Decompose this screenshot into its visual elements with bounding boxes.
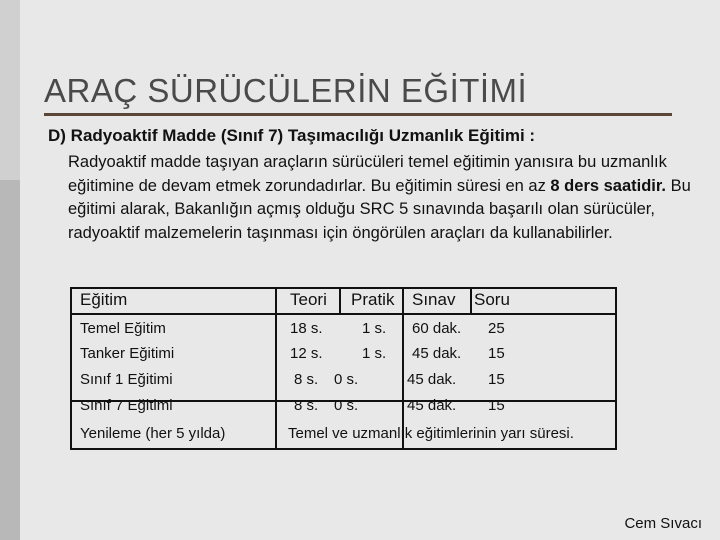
paragraph-bold-text: 8 ders saatidir. bbox=[550, 176, 666, 195]
left-decor-bar-dark bbox=[0, 180, 20, 540]
table-cell: 18 s. bbox=[290, 320, 323, 337]
table-cell: 25 bbox=[488, 320, 505, 337]
table-col-rule bbox=[339, 289, 341, 313]
table-header-cell: Sınav bbox=[412, 290, 456, 309]
table-cell: 45 dak. bbox=[412, 345, 462, 362]
table-cell: 1 s. bbox=[362, 320, 387, 337]
table-cell: 45 dak. bbox=[407, 397, 457, 414]
section-heading: D) Radyoaktif Madde (Sınıf 7) Taşımacılığı Uzmanlık Eğitimi : bbox=[48, 126, 536, 145]
author-credit: Cem Sıvacı bbox=[624, 515, 702, 532]
body-paragraph bbox=[68, 151, 700, 245]
table-cell: 12 s. bbox=[290, 345, 323, 362]
table-cell: 8 s. bbox=[294, 397, 319, 414]
paragraph-text-2: Bu eğitimi alarak, Bakanlığın açmış olduğu SRC 5 sınavında başarılı olan sürücüler, radyoaktif malzemelerin taşınması için öngörülen araçları da kullanabilirler. bbox=[68, 176, 691, 242]
table-cell: 1 s. bbox=[362, 345, 387, 362]
table-cell: 60 dak. bbox=[412, 320, 462, 337]
table-cell: Tanker Eğitimi bbox=[80, 345, 175, 362]
table-cell: 15 bbox=[488, 397, 505, 414]
training-table bbox=[70, 287, 617, 450]
table-cell: 0 s. bbox=[334, 371, 359, 388]
title-underline bbox=[44, 113, 672, 116]
table-cell: 0 s. bbox=[334, 397, 359, 414]
table-col-rule bbox=[275, 289, 277, 448]
table-cell: 15 bbox=[488, 345, 505, 362]
table-col-rule bbox=[470, 289, 472, 313]
table-header-cell: Soru bbox=[474, 290, 510, 309]
table-cell: 45 dak. bbox=[407, 371, 457, 388]
table-cell: Sınıf 7 Eğitimi bbox=[80, 397, 173, 414]
table-header-cell: Eğitim bbox=[80, 290, 128, 309]
paragraph-text-1: Radyoaktif madde taşıyan araçların sürücüleri temel eğitimin yanısıra bu uzmanlık eğitimine de devam etmek zorundadırlar. Bu eğitimin süresi en az bbox=[68, 153, 667, 195]
table-cell: Yenileme (her 5 yılda) bbox=[80, 425, 226, 442]
table-header-cell: Pratik bbox=[351, 290, 395, 309]
table-cell: 8 s. bbox=[294, 371, 319, 388]
slide-title: ARAÇ SÜRÜCÜLERİN EĞİTİMİ bbox=[44, 72, 528, 109]
table-header-rule bbox=[72, 313, 615, 315]
table-cell: Sınıf 1 Eğitimi bbox=[80, 371, 173, 388]
table-header-cell: Teori bbox=[290, 290, 327, 309]
table-cell: Temel ve uzmanlık eğitimlerinin yarı süresi. bbox=[288, 425, 574, 442]
table-cell: 15 bbox=[488, 371, 505, 388]
table-cell: Temel Eğitim bbox=[80, 320, 166, 337]
